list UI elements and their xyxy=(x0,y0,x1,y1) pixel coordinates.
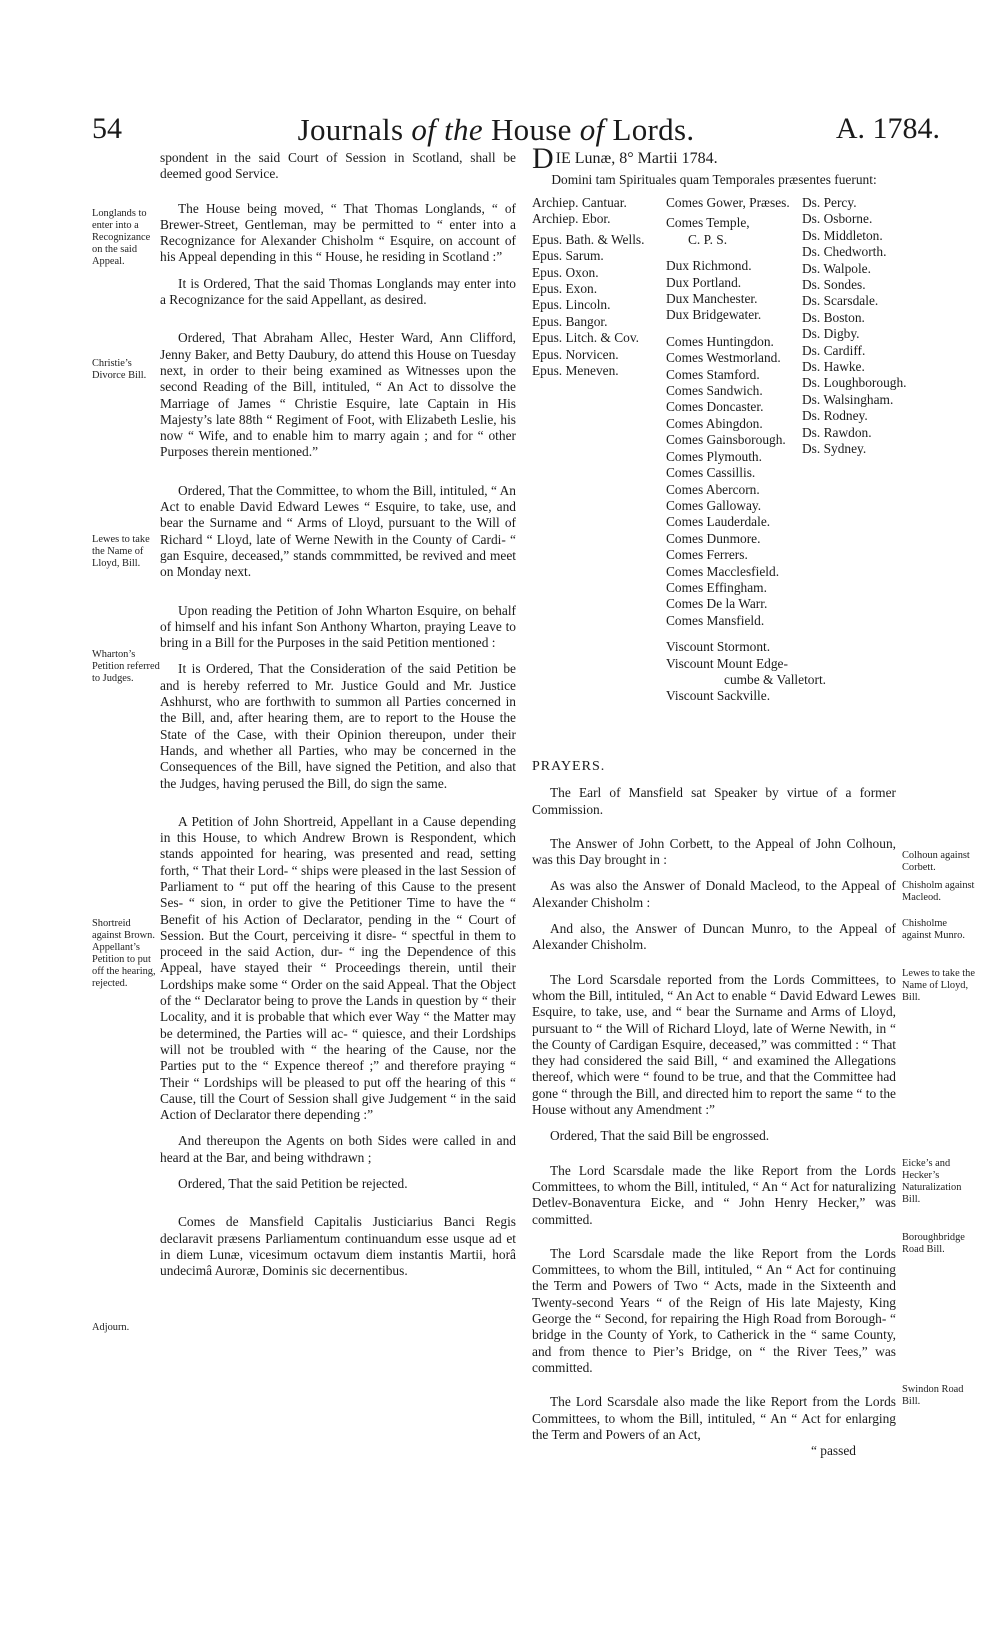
paragraph: It is Ordered, That the said Thomas Longlands may enter into a Recognizance for the said Appellant, as desired. xyxy=(160,275,516,308)
paragraph: As was also the Answer of Donald Macleod, to the Appeal of Alexander Chisholm : xyxy=(532,878,896,910)
lord-entry: Dux Richmond. xyxy=(666,258,752,274)
lord-entry: Comes Ferrers. xyxy=(666,547,748,563)
margin-note-shortreid: Shortreid against Brown. Appellant’s Petition to put off the hearing, rejected. xyxy=(92,918,156,989)
lords-present-list xyxy=(532,195,907,755)
lord-entry: Comes Cassillis. xyxy=(666,465,756,481)
paragraph: Comes de Mansfield Capitalis Justiciarius Banci Regis declaravit præsens Parliamentum continuandum esse usque ad et in diem Lunæ, vicesimum octavum diem instantis Martii, horâ undecimâ Auroræ, Dominis sic decernentibus. xyxy=(160,1214,516,1279)
lord-entry: Ds. Walpole. xyxy=(802,260,871,276)
lord-entry: Epus. Sarum. xyxy=(532,248,604,264)
paragraph: Ordered, That the Committee, to whom the Bill, intituled, “ An Act to enable David Edward Lewes “ Esquire, to take, use, and bear the Surname and “ Arms of Lloyd, pursuant to the Will of Richard “ Lloyd, late of Werne Newith in the County of Cardi- “ gan Esquire, deceased,” stands commmitted, be revived and meet on Monday next. xyxy=(160,482,516,580)
lord-entry: Comes Temple, xyxy=(666,215,750,231)
lord-entry: Ds. Rodney. xyxy=(802,408,868,424)
title-part: of xyxy=(579,112,605,147)
lord-entry: Ds. Digby. xyxy=(802,326,860,342)
lord-entry: Comes Galloway. xyxy=(666,497,762,513)
paragraph: Ordered, That the said Petition be rejected. xyxy=(178,1176,408,1192)
lord-entry: Comes De la Warr. xyxy=(666,596,768,612)
paragraph: The Lord Scarsdale made the like Report from the Lords Committees, to whom the Bill, intituled, “ An “ Act for naturalizing Detlev-Bonaventura Eicke, and “ John Henry Hecker,” was committed. xyxy=(532,1162,896,1227)
margin-note-adjourn: Adjourn. xyxy=(92,1322,130,1333)
lord-entry: Dux Bridgewater. xyxy=(666,307,762,323)
lord-entry: cumbe & Valletort. xyxy=(724,671,827,687)
journal-year: A. 1784. xyxy=(835,112,940,145)
paragraph: The Lord Scarsdale made the like Report from the Lords Committees, to whom the Bill, intituled, “ An “ Act for continuing the Term and Powers of Two “ Acts, made in the Sixteenth and Twenty-second Years “ of the Reign of His late Majesty, King George the “ Second, for repairing the High Road from Borough- “ bridge in the County of York, to Catherick in the “ same County, and from thence to Pier’s Bridge, on “ the River Tees,” was committed. xyxy=(532,1245,896,1375)
lord-entry: Ds. Sydney. xyxy=(802,441,867,457)
paragraph: Upon reading the Petition of John Wharton Esquire, on behalf of himself and his infant Son Anthony Wharton, praying Leave to bring in a Bill for the Purposes in the said Petition mentioned : xyxy=(160,602,516,651)
paragraph: The Lord Scarsdale also made the like Report from the Lords Committees, to whom the Bill, intituled, “ An “ Act for enlarging the Term and Powers of an Act, xyxy=(532,1394,896,1442)
title-part: of the xyxy=(411,112,483,147)
paragraph: It is Ordered, That the Consideration of the said Petition be and is hereby referred to Mr. Justice Gould and Mr. Justice Ashhurst, who are forthwith to summon all Parties concerned in the Bill, and, after hearing them, are to report to the House the State of the Case, with their Opinion thereupon, under their Hands, and whether all Parties, who may be concerned in the Consequences of the Bill, have signed the Petition, and also that the Judges, having perused the Bill, do sign the same. xyxy=(160,661,516,791)
lord-entry: Comes Abercorn. xyxy=(666,481,760,497)
lord-entry: Ds. Chedworth. xyxy=(802,244,887,260)
lord-entry: Epus. Bangor. xyxy=(532,313,608,329)
paragraph: spondent in the said Court of Session in Scotland, shall be deemed good Service. xyxy=(160,150,516,182)
lord-entry: C. P. S. xyxy=(688,231,728,247)
title-part: House xyxy=(482,112,580,147)
paragraph: Ordered, That the said Bill be engrossed. xyxy=(550,1128,770,1144)
margin-note-lewes: Lewes to take the Name of Lloyd, Bill. xyxy=(92,534,150,569)
lord-entry: Archiep. Ebor. xyxy=(532,211,611,227)
margin-note-longlands: Longlands to enter into a Recognizance on the said Appeal. xyxy=(92,208,151,267)
paragraph: And thereupon the Agents on both Sides were called in and heard at the Bar, and being withdrawn ; xyxy=(160,1133,516,1165)
drop-initial: D xyxy=(532,142,554,175)
left-column xyxy=(160,150,516,1290)
catchword: “ passed xyxy=(811,1443,856,1459)
right-column xyxy=(532,142,907,1459)
lord-entry: Comes Dunmore. xyxy=(666,530,761,546)
lord-entry: Ds. Rawdon. xyxy=(802,424,872,440)
lord-entry: Ds. Sondes. xyxy=(802,277,866,293)
margin-note-colhoun: Colhoun against Corbett. xyxy=(902,850,970,873)
margin-note-boroughbridge: Boroughbridge Road Bill. xyxy=(902,1232,965,1255)
lord-entry: Ds. Boston. xyxy=(802,309,865,325)
lord-entry: Comes Stamford. xyxy=(666,366,760,382)
margin-note-christie: Christie’s Divorce Bill. xyxy=(92,358,147,381)
sitting-heading xyxy=(532,142,896,175)
lord-entry: Comes Mansfield. xyxy=(666,612,765,628)
lord-entry: Epus. Bath. & Wells. xyxy=(532,231,645,247)
paragraph: The Lord Scarsdale reported from the Lords Committees, to whom the Bill, intituled, “ An Act to enable “ David Edward Lewes Esquire, to take, use, and “ bear the Surname and Arms of Lloyd, pursuant to “ the Will of Richard Lloyd, late of Werne Newith, in “ the County of Cardigan Esquire, deceased,” was committed : “ That they had considered the said Bill, “ and examined the Allegations thereof, which were “ found to be true, and that the Committee had gone “ through the Bill, and directed him to report the same “ to the House without any Amendment :” xyxy=(532,971,896,1118)
lord-entry: Comes Abingdon. xyxy=(666,415,763,431)
barons-list xyxy=(802,195,907,458)
lord-entry: Ds. Walsingham. xyxy=(802,391,894,407)
paragraph: The Answer of John Corbett, to the Appeal of John Colhoun, was this Day brought in : xyxy=(532,835,896,868)
lord-entry: Epus. Oxon. xyxy=(532,264,599,280)
lord-entry: Ds. Middleton. xyxy=(802,227,883,243)
lord-entry: Epus. Norvicen. xyxy=(532,346,619,362)
title-part: Lords. xyxy=(604,112,695,147)
lord-entry: Comes Doncaster. xyxy=(666,399,764,415)
margin-note-chisholm-macleod: Chisholm against Macleod. xyxy=(902,880,975,903)
lord-entry: Comes Gower, Præses. xyxy=(666,195,790,210)
lord-entry: Viscount Sackville. xyxy=(666,688,771,704)
lord-entry: Epus. Exon. xyxy=(532,281,598,297)
lord-entry: Ds. Osborne. xyxy=(802,211,873,227)
title-part: Journals xyxy=(297,112,412,147)
lord-entry: Viscount Stormont. xyxy=(666,639,771,655)
margin-note-wharton: Wharton’s Petition referred to Judges. xyxy=(92,649,160,684)
lord-entry: Comes Westmorland. xyxy=(666,350,781,366)
margin-note-lewes-right: Lewes to take the Name of Lloyd, Bill. xyxy=(902,968,975,1003)
lord-entry: Comes Effingham. xyxy=(666,579,767,595)
paragraph: A Petition of John Shortreid, Appellant in a Cause depending in this House, to which Andrew Brown is Respondent, which stands appointed for hearing, was presented and read, setting forth, “ That their Lord- “ ships were pleased in the last Session of Parliament to “ put off the hearing of this Cause to the present Ses- “ sion, in order to give the Petitioner Time to have the “ Benefit of his Action of Declarator, pending in the “ Court of Session. But the Court, perceiving it disre- “ spectful in them to proceed in the said Action, dur- “ ing the Dependence of this Appeal, have stayed their “ Proceedings therein, until their Lordships make some “ Order on the said Appeal. That the Object of the “ Declarator being to prove the Lands in question by “ their Locality, and it is probable that which ever Way “ the Matter may be determined, the Parties will ac- “ quiesce, and their Lordships will not be troubled with “ the hearing of the Cause, nor the Parties put to the “ Expence thereof ;” and therefore praying “ Their “ Lordships will be pleased to put off the hearing of this “ Cause, till the Court of Session shall give Judgement “ in the said Action of Declarator there depending :” xyxy=(160,813,516,1123)
lord-entry: Archiep. Cantuar. xyxy=(532,195,627,210)
lord-entry: Viscount Mount Edge- xyxy=(666,655,788,671)
margin-note-eicke-hecker: Eicke’s and Hecker’s Naturalization Bill. xyxy=(902,1158,962,1205)
lord-entry: Epus. Lincoln. xyxy=(532,297,611,313)
present-line: Domini tam Spirituales quam Temporales præsentes fuerunt: xyxy=(551,172,877,187)
lord-entry: Ds. Hawke. xyxy=(802,359,865,375)
lord-entry: Epus. Meneven. xyxy=(532,363,619,379)
margin-note-chisholme-munro: Chisholme against Munro. xyxy=(902,918,965,941)
page-number: 54 xyxy=(92,112,122,145)
lord-entry: Comes Macclesfield. xyxy=(666,563,780,579)
lord-entry: Dux Portland. xyxy=(666,274,742,290)
spiritual-lords xyxy=(532,195,666,379)
paragraph: The House being moved, “ That Thomas Longlands, “ of Brewer-Street, Gentleman, may be permitted to “ enter into a Recognizance for Alexander Chisholm “ Esquire, on account of his Appeal depending in this “ House, he residing in Scotland :” xyxy=(160,200,516,265)
paragraph: The Earl of Mansfield sat Speaker by virtue of a former Commission. xyxy=(532,785,896,817)
sitting-date: IE Lunæ, 8° Martii 1784. xyxy=(555,150,718,167)
paragraph: And also, the Answer of Duncan Munro, to the Appeal of Alexander Chisholm. xyxy=(532,921,896,953)
lord-entry: Comes Lauderdale. xyxy=(666,514,771,530)
lord-entry: Comes Huntingdon. xyxy=(666,333,774,349)
lord-entry: Epus. Litch. & Cov. xyxy=(532,330,639,346)
margin-note-swindon: Swindon Road Bill. xyxy=(902,1384,964,1407)
lord-entry: Ds. Cardiff. xyxy=(802,342,866,358)
lord-entry: Ds. Percy. xyxy=(802,195,857,210)
paragraph: Ordered, That Abraham Allec, Hester Ward, Ann Clifford, Jenny Baker, and Betty Daubury, do attend this House on Tuesday next, in order to their being examined as Witnesses upon the second Reading of the Bill, intituled, “ An Act to dissolve the Marriage of James “ Christie Esquire, late Captain in His Majesty’s late 88th “ Regiment of Foot, with Elizabeth Leslie, his now “ Wife, and to enable him to marry again ; and for “ other Purposes therein mentioned.” xyxy=(160,330,516,460)
lord-entry: Comes Plymouth. xyxy=(666,448,762,464)
prayers-heading: PRAYERS. xyxy=(532,759,606,774)
lord-entry: Ds. Loughborough. xyxy=(802,375,907,391)
lord-entry: Comes Gainsborough. xyxy=(666,432,786,448)
lord-entry: Comes Sandwich. xyxy=(666,383,763,399)
lord-entry: Ds. Scarsdale. xyxy=(802,293,879,309)
lord-entry: Dux Manchester. xyxy=(666,291,758,307)
temporal-lords xyxy=(666,195,827,705)
